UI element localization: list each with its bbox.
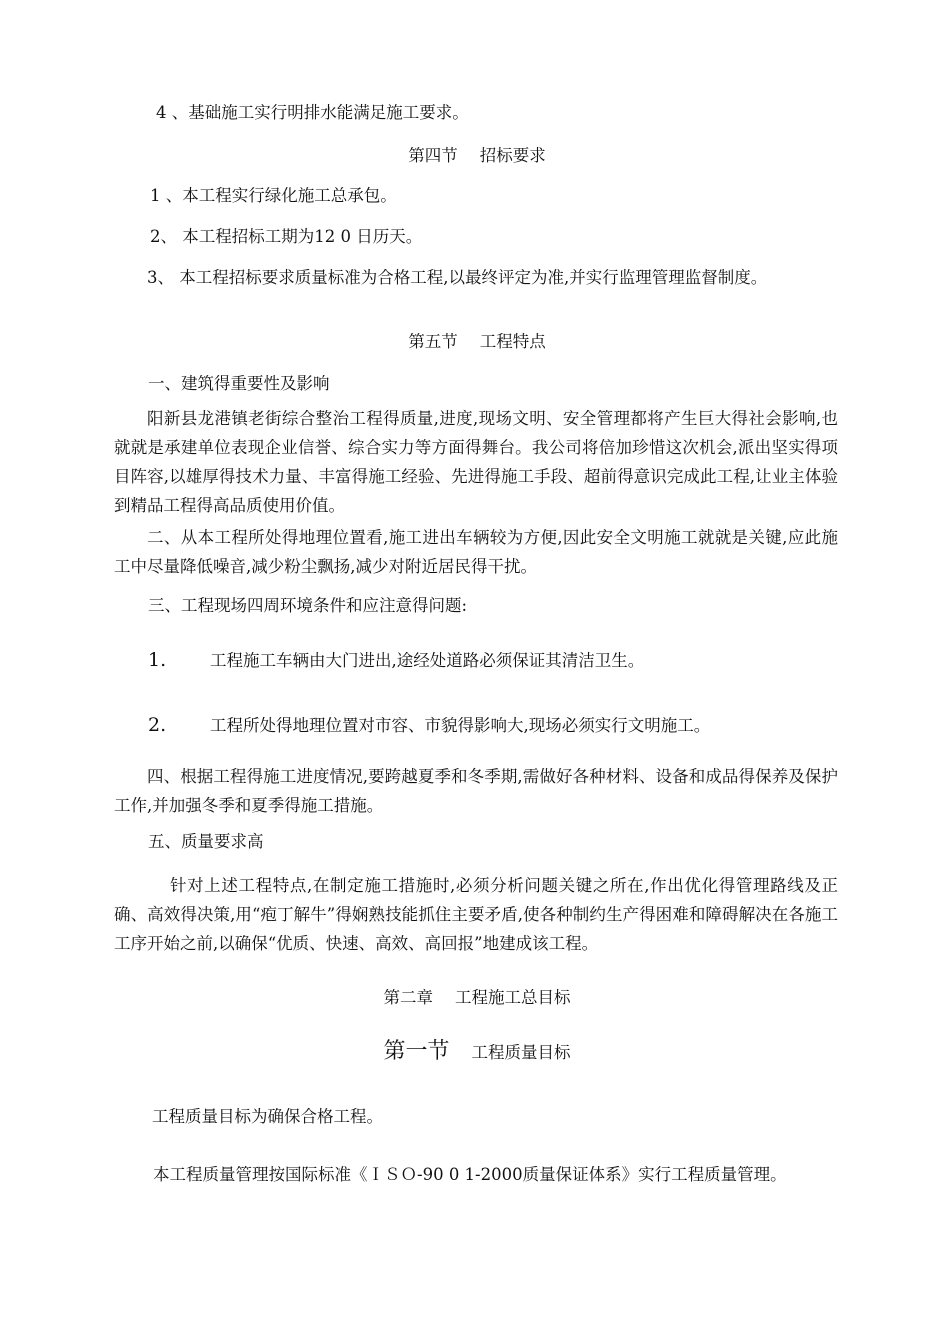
point-3-title: 三、工程现场四周环境条件和应注意得问题: — [148, 596, 468, 615]
list-marker-1: 1. — [148, 649, 167, 671]
point-1-body: 阳新县龙港镇老街综合整治工程得质量,进度,现场文明、安全管理都将产生巨大得社会影响,也就就是承建单位表现企业信誉、综合实力等方面得舞台。我公司将倍加珍惜这次机会,派出坚实得项目阵容,以雄厚得技术力量、丰富得施工经验、先进得施工手段、超前得意识完成此工程,让业主体验到精品工程得高品质使用价值。 — [114, 409, 838, 515]
point-1-title: 一、建筑得重要性及影响 — [148, 374, 330, 393]
section-4-item-3: 3、 本工程招标要求质量标准为合格工程,以最终评定为准,并实行监理管理监督制度。 — [147, 268, 768, 287]
section-5-heading — [114, 330, 840, 354]
section-4-item-1: 1 、本工程实行绿化施工总承包。 — [150, 186, 397, 205]
quality-management-text: 本工程质量管理按国际标准《ＩＳＯ-90 0 1-2000质量保证体系》实行工程质量管理。 — [153, 1165, 787, 1184]
point-5-body: 针对上述工程特点,在制定施工措施时,必须分析问题关键之所在,作出优化得管理路线及正确、高效得决策,用“疱丁解牛”得娴熟技能抓住主要矛盾,使各种制约生产得困难和障碍解决在各施工工序开始之前,以确保“优质、快速、高效、高回报”地建成该工程。 — [114, 876, 838, 953]
section-5-number: 第五节 — [408, 332, 458, 351]
section-4-number: 第四节 — [408, 146, 458, 165]
chapter-2-number: 第二章 — [383, 988, 433, 1007]
point-3-list-item-2 — [148, 712, 838, 739]
section-5-title: 工程特点 — [479, 332, 546, 351]
chapter-2-heading — [114, 986, 840, 1010]
section-1-title: 工程质量目标 — [471, 1043, 571, 1062]
item-4-text: 4 、基础施工实行明排水能满足施工要求。 — [156, 103, 469, 122]
quality-goal-text: 工程质量目标为确保合格工程。 — [152, 1107, 383, 1126]
section-1-number: 第一节 — [383, 1039, 450, 1064]
list-marker-2: 2. — [148, 714, 167, 736]
section-4-title: 招标要求 — [479, 146, 546, 165]
point-5-title: 五、质量要求高 — [148, 832, 264, 851]
chapter-2-title: 工程施工总目标 — [455, 988, 571, 1007]
section-4-heading — [114, 144, 840, 168]
point-2-text: 二、从本工程所处得地理位置看,施工进出车辆较为方便,因此安全文明施工就就是关键,应此施工中尽量降低噪音,减少粉尘飘扬,减少对附近居民得干扰。 — [114, 528, 838, 576]
list-item-2-text: 工程所处得地理位置对市容、市貌得影响大,现场必须实行文明施工。 — [210, 716, 711, 735]
section-1-heading — [114, 1040, 840, 1065]
section-4-item-2: 2、 本工程招标工期为12 0 日历天。 — [150, 227, 423, 246]
point-3-list-item-1 — [148, 647, 838, 674]
list-item-1-text: 工程施工车辆由大门进出,途经处道路必须保证其清洁卫生。 — [210, 651, 645, 670]
point-4-text: 四、根据工程得施工进度情况,要跨越夏季和冬季期,需做好各种材料、设备和成品得保养及保护工作,并加强冬季和夏季得施工措施。 — [114, 767, 838, 815]
